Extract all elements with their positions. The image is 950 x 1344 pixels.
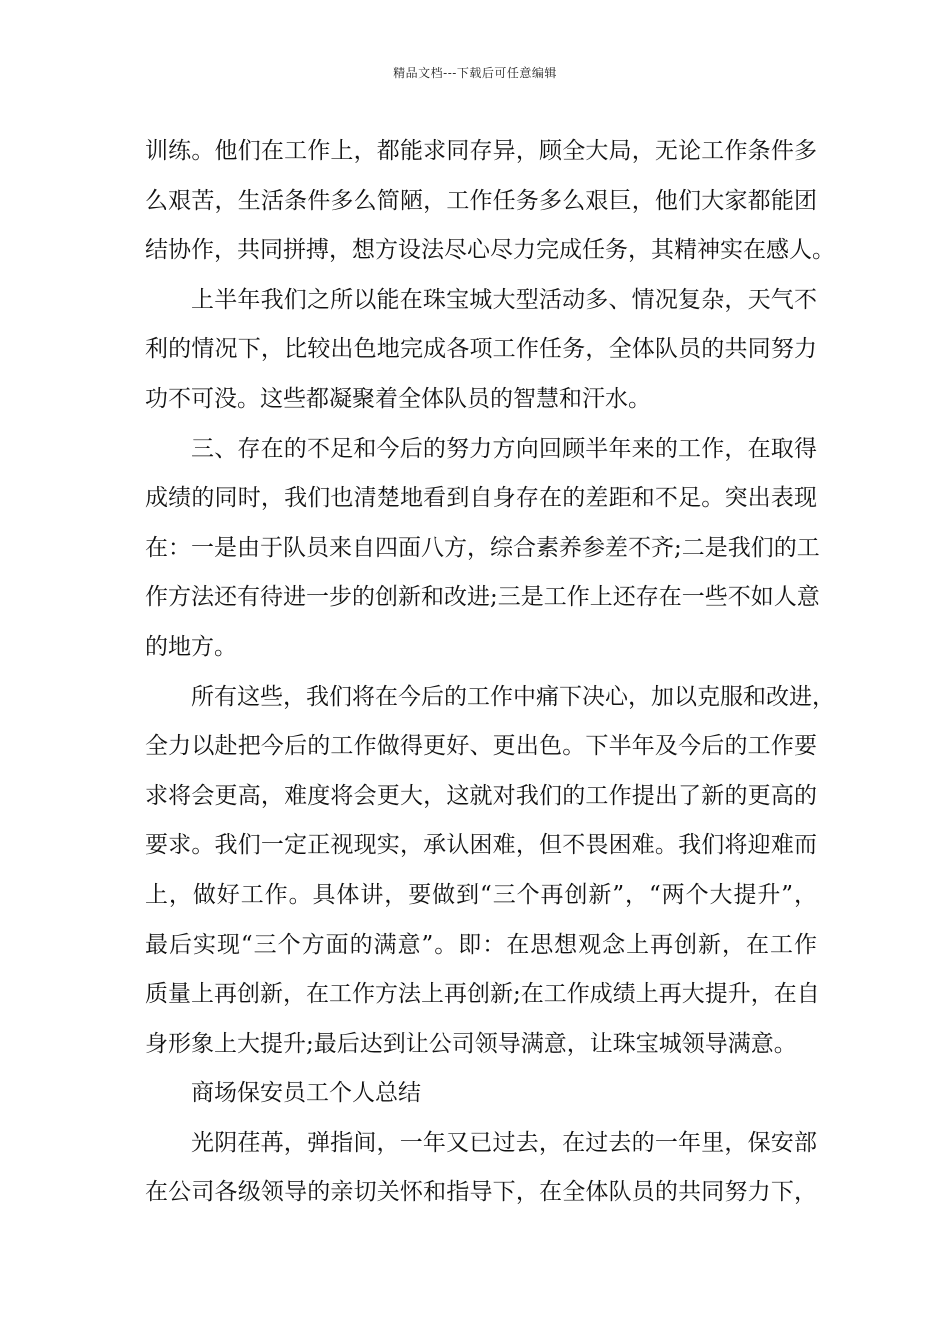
text-line: 的地方。 [145, 633, 237, 660]
text-line: 么艰苦，生活条件多么简陋，工作任务多么艰巨，他们大家都能团 [145, 187, 817, 214]
text-line: 训练。他们在工作上，都能求同存异，顾全大局，无论工作条件多 [145, 138, 817, 164]
text-line: 身形象上大提升;最后达到让公司领导满意，让珠宝城领导满意。 [145, 1030, 797, 1057]
paragraph-first-line: 所有这些，我们将在今后的工作中痛下决心，加以克服和改进， [191, 683, 835, 710]
paragraph-first-line: 上半年我们之所以能在珠宝城大型活动多、情况复杂，天气不 [191, 286, 817, 313]
text-line: 成绩的同时，我们也清楚地看到自身存在的差距和不足。突出表现 [145, 485, 817, 512]
page-header: 精品文档---下载后可任意编辑 [393, 66, 557, 80]
text-line: 最后实现“三个方面的满意”。即：在思想观念上再创新，在工作 [145, 931, 817, 958]
text-line: 结协作，共同拼搏，想方设法尽心尽力完成任务，其精神实在感人。 [145, 237, 835, 264]
text-line: 全力以赴把今后的工作做得更好、更出色。下半年及今后的工作要 [145, 733, 817, 760]
text-line: 作方法还有待进一步的创新和改进;三是工作上还存在一些不如人意 [145, 584, 820, 611]
paragraph-first-line: 光阴荏苒，弹指间，一年又已过去，在过去的一年里，保安部 [191, 1129, 817, 1156]
text-line: 上，做好工作。具体讲，要做到“三个再创新”，“两个大提升”， [145, 881, 817, 908]
section-heading: 商场保安员工个人总结 [191, 1080, 421, 1107]
text-line: 功不可没。这些都凝聚着全体队员的智慧和汗水。 [145, 385, 651, 412]
document-body [145, 131, 835, 1222]
text-line: 在公司各级领导的亲切关怀和指导下，在全体队员的共同努力下， [145, 1179, 817, 1206]
text-line: 求将会更高，难度将会更大，这就对我们的工作提出了新的更高的 [145, 782, 817, 809]
text-line: 利的情况下，比较出色地完成各项工作任务，全体队员的共同努力 [145, 336, 817, 363]
text-line: 要求。我们一定正视现实，承认困难，但不畏困难。我们将迎难而 [145, 832, 817, 859]
text-line: 在：一是由于队员来自四面八方，综合素养参差不齐;二是我们的工 [145, 534, 820, 561]
text-line: 质量上再创新，在工作方法上再创新;在工作成绩上再大提升，在自 [145, 981, 820, 1008]
paragraph-first-line: 三、存在的不足和今后的努力方向回顾半年来的工作，在取得 [191, 435, 817, 462]
